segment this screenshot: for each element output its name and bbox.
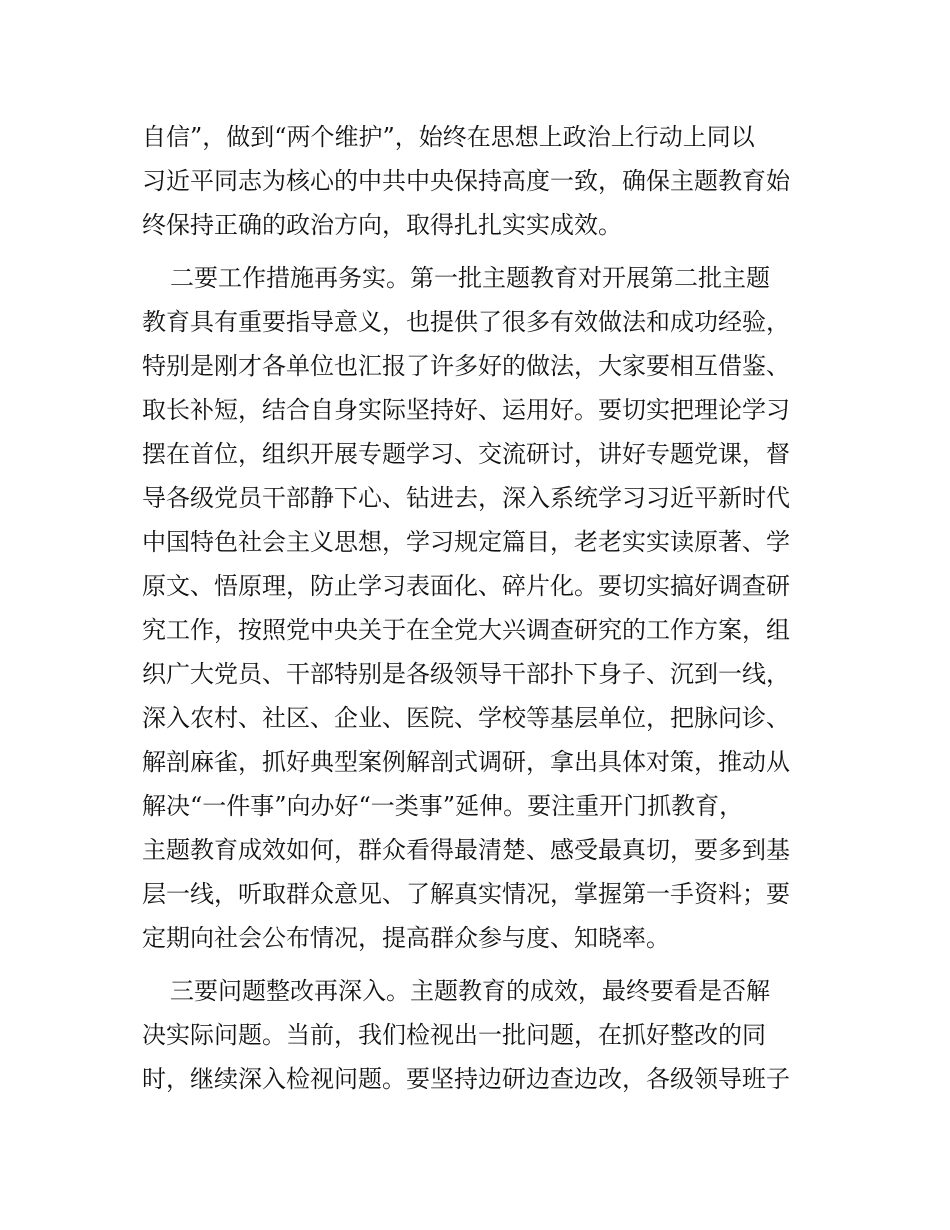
text-line: 主题教育成效如何，群众看得最清楚、感受最真切，要多到基 — [142, 836, 790, 864]
text-line: 导各级党员干部静下心、钻进去，深入系统学习习近平新时代 — [142, 484, 790, 512]
text-line: 摆在首位，组织开展专题学习、交流研讨，讲好专题党课，督 — [142, 440, 790, 468]
text-line: 自信”，做到“两个维护”，始终在思想上政治上行动上同以 — [142, 123, 755, 151]
text-line: 取长补短，结合自身实际坚持好、运用好。要切实把理论学习 — [142, 396, 790, 424]
text-line: 解决“一件事”向办好“一类事”延伸。要注重开门抓教育， — [142, 792, 744, 820]
text-line: 习近平同志为核心的中共中央保持高度一致，确保主题教育始 — [142, 167, 790, 195]
text-line: 时，继续深入检视问题。要坚持边研边查边改，各级领导班子 — [142, 1065, 790, 1093]
text-line: 特别是刚才各单位也汇报了许多好的做法，大家要相互借鉴、 — [142, 352, 790, 380]
text-line: 定期向社会公布情况，提高群众参与度、知晓率。 — [142, 924, 670, 952]
text-line: 织广大党员、干部特别是各级领导干部扑下身子、沉到一线， — [142, 660, 790, 688]
text-line: 究工作，按照党中央关于在全党大兴调查研究的工作方案，组 — [142, 616, 790, 644]
text-line: 终保持正确的政治方向，取得扎扎实实成效。 — [142, 211, 622, 239]
text-line: 原文、悟原理，防止学习表面化、碎片化。要切实搞好调查研 — [142, 572, 790, 600]
text-line: 层一线，听取群众意见、了解真实情况，掌握第一手资料；要 — [142, 880, 790, 908]
text-line: 解剖麻雀，抓好典型案例解剖式调研，拿出具体对策，推动从 — [142, 748, 790, 776]
text-line: 三要问题整改再深入。主题教育的成效，最终要看是否解 — [170, 977, 770, 1005]
text-line: 中国特色社会主义思想，学习规定篇目，老老实实读原著、学 — [142, 528, 790, 556]
text-line: 二要工作措施再务实。第一批主题教育对开展第二批主题 — [170, 264, 770, 292]
text-line: 决实际问题。当前，我们检视出一批问题，在抓好整改的同 — [142, 1021, 766, 1049]
text-line: 教育具有重要指导意义，也提供了很多有效做法和成功经验， — [142, 308, 790, 336]
text-line: 深入农村、社区、企业、医院、学校等基层单位，把脉问诊、 — [142, 704, 790, 732]
